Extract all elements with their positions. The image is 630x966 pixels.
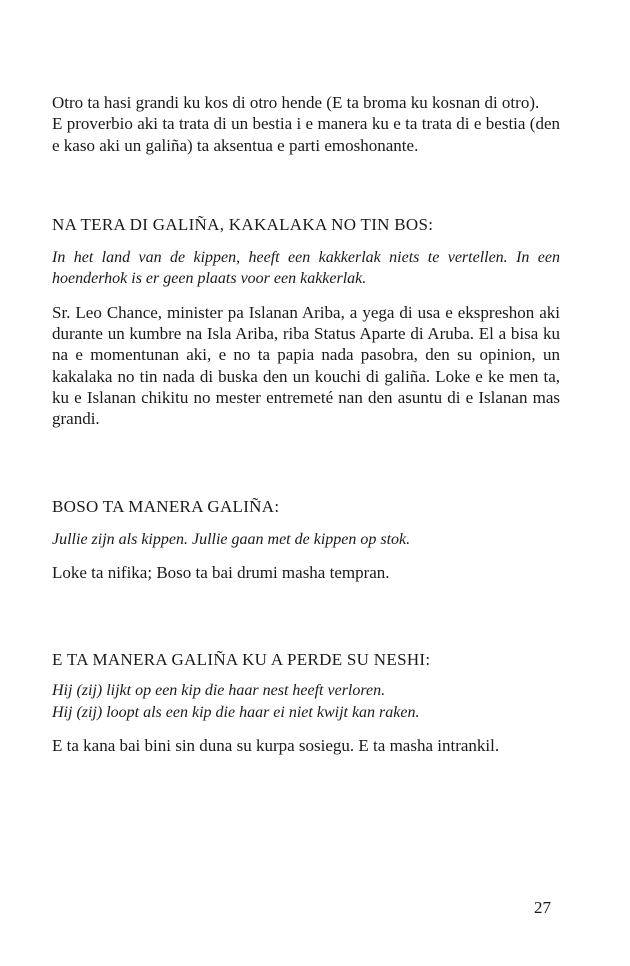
section-body: Loke ta nifika; Boso ta bai drumi masha tempran. bbox=[52, 563, 390, 583]
intro bbox=[52, 92, 560, 156]
section-neshi bbox=[52, 649, 560, 756]
dutch-translation: In het land van de kippen, heeft een kakkerlak niets te vertellen. In een hoenderhok is er geen plaats voor een kakkerlak. bbox=[52, 248, 560, 288]
section-kakalaka bbox=[52, 214, 560, 430]
dutch-translation-2: Hij (zij) loopt als een kip die haar ei niet kwijt kan raken. bbox=[52, 703, 420, 721]
dutch-translation: Jullie zijn als kippen. Jullie gaan met de kippen op stok. bbox=[52, 530, 411, 548]
section-heading: E TA MANERA GALIÑA KU A PERDE SU NESHI: bbox=[52, 650, 431, 670]
intro-paragraph-1: Otro ta hasi grandi ku kos di otro hende (E ta broma ku kosnan di otro). bbox=[52, 93, 540, 112]
section-heading: BOSO TA MANERA GALIÑA: bbox=[52, 496, 280, 516]
section-boso bbox=[52, 496, 560, 584]
intro-paragraph-2: E proverbio aki ta trata di un bestia i e manera ku e ta trata di e bestia (den e kaso aki un galiña) ta aksentua e parti emoshonante. bbox=[52, 114, 560, 155]
section-body: E ta kana bai bini sin duna su kurpa sosiegu. E ta masha intrankil. bbox=[52, 736, 500, 756]
dutch-translation-1: Hij (zij) lijkt op een kip die haar nest heeft verloren. bbox=[52, 682, 386, 700]
section-body: Sr. Leo Chance, minister pa Islanan Ariba, a yega di usa e ekspreshon aki durante un kumbre na Isla Ariba, riba Status Aparte di Aruba. El a bisa ku na e momentunan aki, e no ta papia nada pasobra, den su opinion, un kakalaka no tin nada di buska den un kouchi di galiña. Loke e ke men ta, ku e Islanan chikitu no mester entremeté nan den asuntu di e Islanan mas grandi. bbox=[52, 302, 560, 429]
page-content bbox=[52, 92, 560, 757]
page-number: 27 bbox=[534, 898, 551, 917]
section-heading: NA TERA DI GALIÑA, KAKALAKA NO TIN BOS: bbox=[52, 214, 434, 234]
